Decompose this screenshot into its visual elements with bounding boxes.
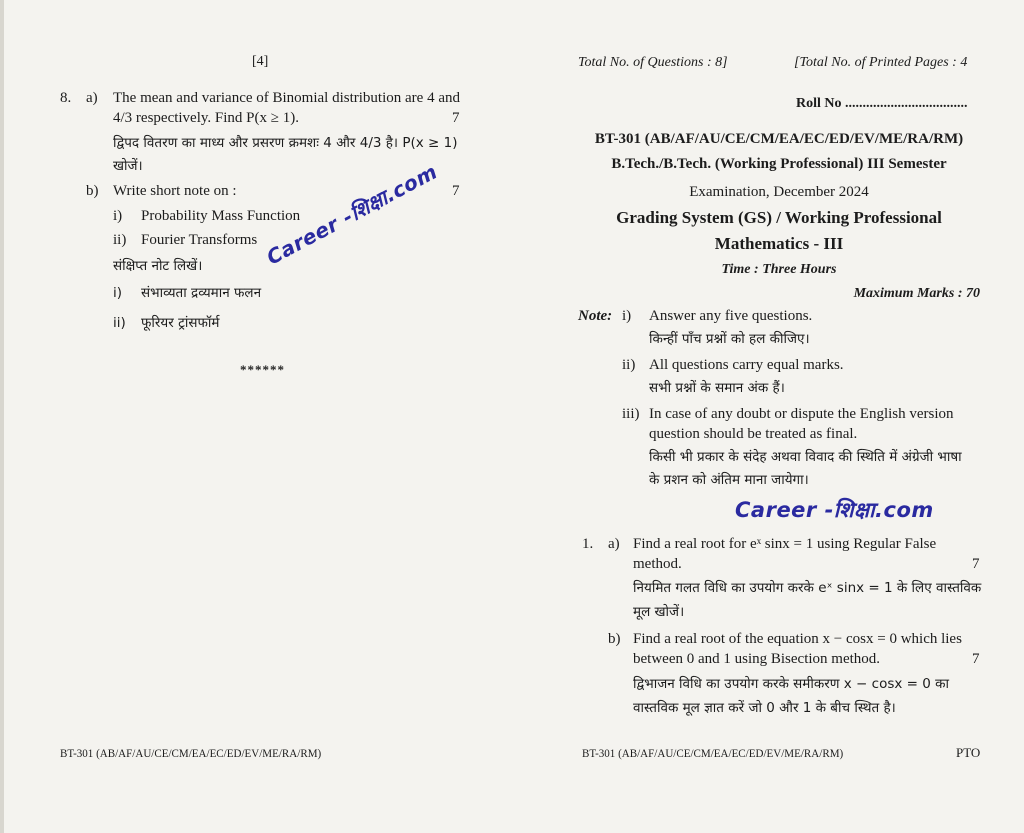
page-turn-marker: PTO <box>956 745 981 760</box>
note-label: Note: <box>578 308 613 324</box>
paper-code: BT-301 (AB/AF/AU/CE/CM/EA/EC/ED/EV/ME/RA/RM) <box>594 131 964 147</box>
note-item-hindi: किन्हीं पाँच प्रश्नों को हल कीजिए। <box>649 331 810 347</box>
question-1b-hindi-line1: द्विभाजन विधि का उपयोग करके समीकरण x − cosx = 0 का <box>633 676 949 692</box>
note-item-number: i) <box>113 208 123 224</box>
note-item-hindi-text: फूरियर ट्रांसफॉर्म <box>141 315 220 331</box>
watermark-stamp: Career -शिक्षा.com <box>262 159 442 270</box>
note-item-text-line1: In case of any doubt or dispute the English version <box>649 406 954 422</box>
question-8a-hindi-line2: खोजें। <box>113 158 143 174</box>
note-item-text: Probability Mass Function <box>141 208 301 224</box>
note-item-number: i) <box>622 308 632 324</box>
question-1b-hindi-line2: वास्तविक मूल ज्ञात करें जो 0 और 1 के बीच स्थित है। <box>633 700 896 716</box>
roll-number: Roll No ................................... <box>796 96 968 111</box>
program-title: B.Tech./B.Tech. (Working Professional) III Semester <box>611 156 947 172</box>
question-8a-text-line1: The mean and variance of Binomial distribution are 4 and <box>113 90 460 106</box>
total-questions: Total No. of Questions : 8] <box>578 55 728 70</box>
question-1b-text-line2: between 0 and 1 using Bisection method. <box>633 651 881 667</box>
exam-session: Examination, December 2024 <box>689 184 869 200</box>
total-pages: [Total No. of Printed Pages : 4 <box>794 55 968 70</box>
exam-duration: Time : Three Hours <box>721 262 837 277</box>
note-item-number: ii) <box>113 232 127 248</box>
footer-code: BT-301 (AB/AF/AU/CE/CM/EA/EC/ED/EV/ME/RA/RM) <box>582 746 844 760</box>
note-item-hindi-number: i) <box>113 285 123 301</box>
question-1a-label: a) <box>608 536 620 552</box>
question-1-number: 1. <box>582 536 594 552</box>
note-item-text: All questions carry equal marks. <box>649 357 844 373</box>
question-1b-marks: 7 <box>972 651 980 667</box>
note-item-hindi-number: ii) <box>113 315 126 331</box>
end-marker: ****** <box>240 362 285 377</box>
question-8b-marks: 7 <box>452 183 460 199</box>
question-1b-label: b) <box>608 631 621 647</box>
note-item-text: Fourier Transforms <box>141 232 258 248</box>
note-item-hindi-text: संभाव्यता द्रव्यमान फलन <box>141 285 262 301</box>
question-1a-text-line1: Find a real root for eˣ sinx = 1 using Regular False <box>633 536 937 552</box>
grading-system: Grading System (GS) / Working Professional <box>616 208 942 227</box>
note-item-text: Answer any five questions. <box>649 308 813 324</box>
note-item-number: ii) <box>622 357 636 373</box>
question-8-number: 8. <box>60 90 72 106</box>
question-1a-marks: 7 <box>972 556 980 572</box>
question-8b-label: b) <box>86 183 99 199</box>
question-8a-marks: 7 <box>452 110 460 126</box>
page-number: [4] <box>252 54 269 69</box>
right-page <box>510 0 1024 833</box>
question-1a-hindi-line2: मूल खोजें। <box>633 604 685 620</box>
question-8a-hindi-line1: द्विपद वितरण का माध्य और प्रसरण क्रमशः 4 और 4/3 है। P(x ≥ 1) <box>113 135 458 151</box>
question-1b-text-line1: Find a real root of the equation x − cosx = 0 which lies <box>633 631 962 647</box>
question-8a-text-line2: 4/3 respectively. Find P(x ≥ 1). <box>113 110 299 126</box>
note-item-hindi-line2: के प्रशन को अंतिम माना जायेगा। <box>649 472 809 488</box>
subject-title: Mathematics - III <box>714 234 844 253</box>
left-page <box>0 0 505 833</box>
note-item-number: iii) <box>622 406 640 422</box>
maximum-marks: Maximum Marks : 70 <box>853 286 980 301</box>
watermark-stamp: Career -शिक्षा.com <box>735 498 934 522</box>
note-item-hindi: सभी प्रश्नों के समान अंक हैं। <box>649 380 785 396</box>
footer-code: BT-301 (AB/AF/AU/CE/CM/EA/EC/ED/EV/ME/RA/RM) <box>60 746 322 760</box>
note-item-text-line2: question should be treated as final. <box>649 426 858 442</box>
question-8b-hindi: संक्षिप्त नोट लिखें। <box>113 258 203 274</box>
question-1a-text-line2: method. <box>633 556 682 572</box>
question-1a-hindi-line1: नियमित गलत विधि का उपयोग करके eˣ sinx = 1 के लिए वास्तविक <box>633 580 982 596</box>
question-8a-label: a) <box>86 90 98 106</box>
question-8b-text: Write short note on : <box>113 183 237 199</box>
note-item-hindi-line1: किसी भी प्रकार के संदेह अथवा विवाद की स्थिति में अंग्रेजी भाषा <box>649 449 962 465</box>
